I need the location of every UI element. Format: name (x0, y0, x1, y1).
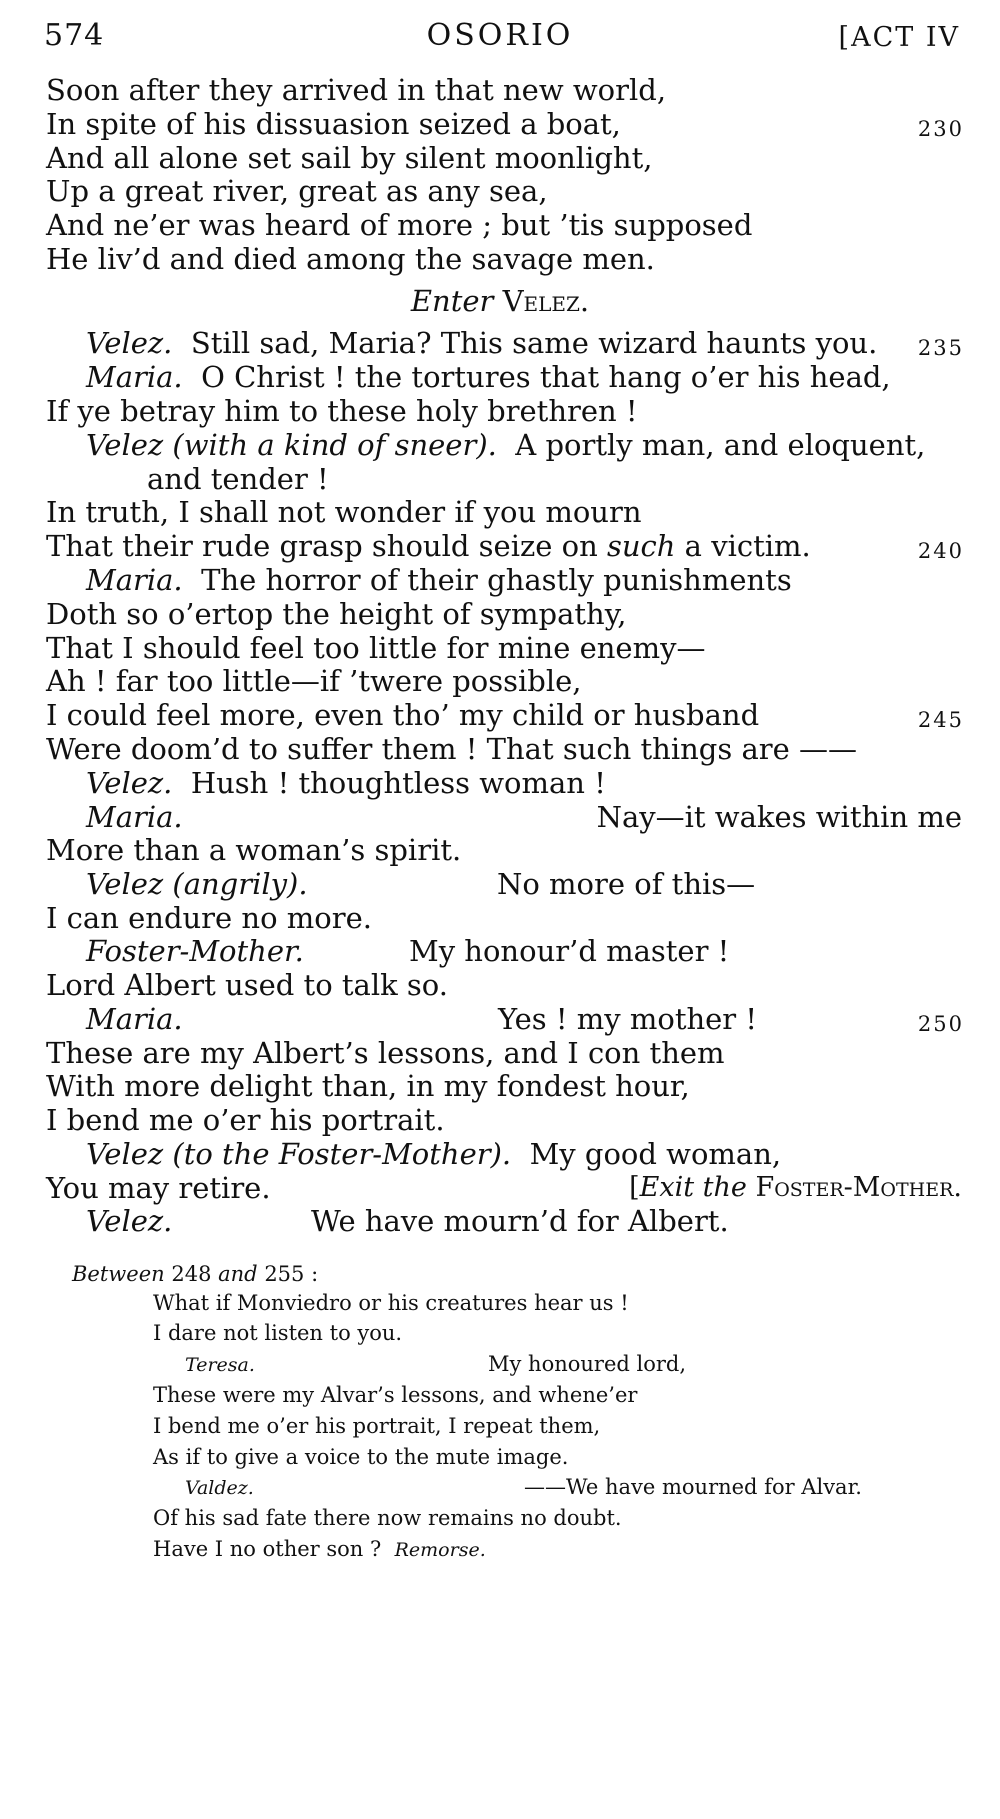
verse-line: In truth, I shall not wonder if you mourn (46, 495, 642, 529)
speaker-name: Foster-Mother. (86, 934, 304, 968)
source-citation: Remorse. (394, 1539, 486, 1561)
verse-line: I can endure no more. (46, 901, 372, 935)
dialogue-line: Velez. Still sad, Maria? This same wizard haunts you. (86, 326, 878, 360)
verse-line: I bend me o’er his portrait. (46, 1103, 445, 1137)
line-number: 240 (917, 539, 964, 563)
speaker-name: Velez (86, 428, 164, 462)
speaker-name: Velez. (86, 1204, 173, 1238)
dialogue-line: Velez (with a kind of sneer). A portly man, and eloquent, (86, 428, 926, 462)
footnote-line: As if to give a voice to the mute image. (153, 1445, 569, 1469)
footnote-line: These were my Alvar’s lessons, and whene’er (153, 1383, 638, 1407)
speaker-name: Velez. (86, 326, 173, 360)
verse-line: Soon after they arrived in that new world, (46, 73, 667, 107)
exit-direction: [Exit the Foster-Mother. (629, 1172, 962, 1203)
footnote-heading: Between 248 and 255 : (72, 1262, 319, 1286)
dialogue-line: Velez (to the Foster-Mother). My good woman, (86, 1137, 782, 1171)
verse-line: Nay—it wakes within me (596, 800, 962, 834)
stage-direction: (angrily). (172, 867, 308, 901)
verse-line: And all alone set sail by silent moonlight, (46, 141, 653, 175)
verse-line: My honour’d master ! (409, 934, 730, 968)
dialogue-line: Maria. O Christ ! the tortures that hang o’er his head, (86, 360, 891, 394)
verse-line: And ne’er was heard of more ; but ’tis supposed (46, 208, 753, 242)
verse-line: and tender ! (147, 462, 329, 496)
speaker-name: Maria. (86, 563, 183, 597)
verse-line: With more delight than, in my fondest hour, (46, 1069, 690, 1103)
verse-line: No more of this— (497, 867, 756, 901)
line-number: 230 (917, 117, 964, 141)
verse-line: Lord Albert used to talk so. (46, 968, 448, 1002)
verse-line: Were doom’d to suffer them ! That such things are —— (46, 732, 858, 766)
verse-line: If ye betray him to these holy brethren ! (46, 394, 638, 428)
verse-line: Yes ! my mother ! (498, 1002, 758, 1036)
verse-line: More than a woman’s spirit. (46, 833, 462, 867)
running-title: OSORIO (426, 18, 574, 53)
speaker-name: Maria. (86, 1002, 183, 1036)
footnote-line: Of his sad fate there now remains no doubt. (153, 1506, 622, 1530)
verse-line: In spite of his dissuasion seized a boat, (46, 107, 621, 141)
stage-direction: (to the Foster-Mother). (172, 1137, 512, 1171)
verse-line: You may retire. (46, 1171, 271, 1205)
speaker-name: Maria. (86, 360, 183, 394)
verse-line: Up a great river, great as any sea, (46, 174, 548, 208)
line-number: 245 (917, 708, 964, 732)
verse-line: That their rude grasp should seize on such a victim. (46, 529, 811, 563)
stage-direction: (with a kind of sneer). (172, 428, 497, 462)
footnote-line: I bend me o’er his portrait, I repeat them, (153, 1414, 601, 1438)
speaker-name: Velez. (86, 766, 173, 800)
footnote-line: ——We have mourned for Alvar. (524, 1475, 862, 1499)
verse-line: That I should feel too little for mine enemy— (46, 631, 706, 665)
dialogue-line: Velez. Hush ! thoughtless woman ! (86, 766, 606, 800)
footnote-line: My honoured lord, (488, 1352, 687, 1376)
line-number: 235 (917, 336, 964, 360)
verse-line: These are my Albert’s lessons, and I con them (46, 1036, 725, 1070)
speaker-name: Maria. (86, 800, 183, 834)
footnote-line: What if Monviedro or his creatures hear us ! (153, 1291, 629, 1315)
act-label: [ACT IV (838, 22, 960, 53)
verse-line: He liv’d and died among the savage men. (46, 242, 655, 276)
footnote-line: Have I no other son ? Remorse. (153, 1537, 486, 1561)
verse-line: I could feel more, even tho’ my child or husband (46, 698, 760, 732)
speaker-name: Velez (86, 1137, 164, 1171)
line-number: 250 (917, 1012, 964, 1036)
verse-line: We have mourn’d for Albert. (311, 1204, 729, 1238)
verse-line: Ah ! far too little—if ’twere possible, (46, 664, 582, 698)
page-number: 574 (44, 18, 105, 53)
footnote-line: I dare not listen to you. (153, 1321, 403, 1345)
verse-line: Doth so o’ertop the height of sympathy, (46, 597, 627, 631)
speaker-name: Velez (86, 867, 164, 901)
stage-direction: Enter Velez. (410, 284, 590, 318)
dialogue-line: Maria. The horror of their ghastly punishments (86, 563, 792, 597)
footnote-speaker: Valdez. (185, 1477, 254, 1499)
footnote-speaker: Teresa. (185, 1354, 255, 1376)
